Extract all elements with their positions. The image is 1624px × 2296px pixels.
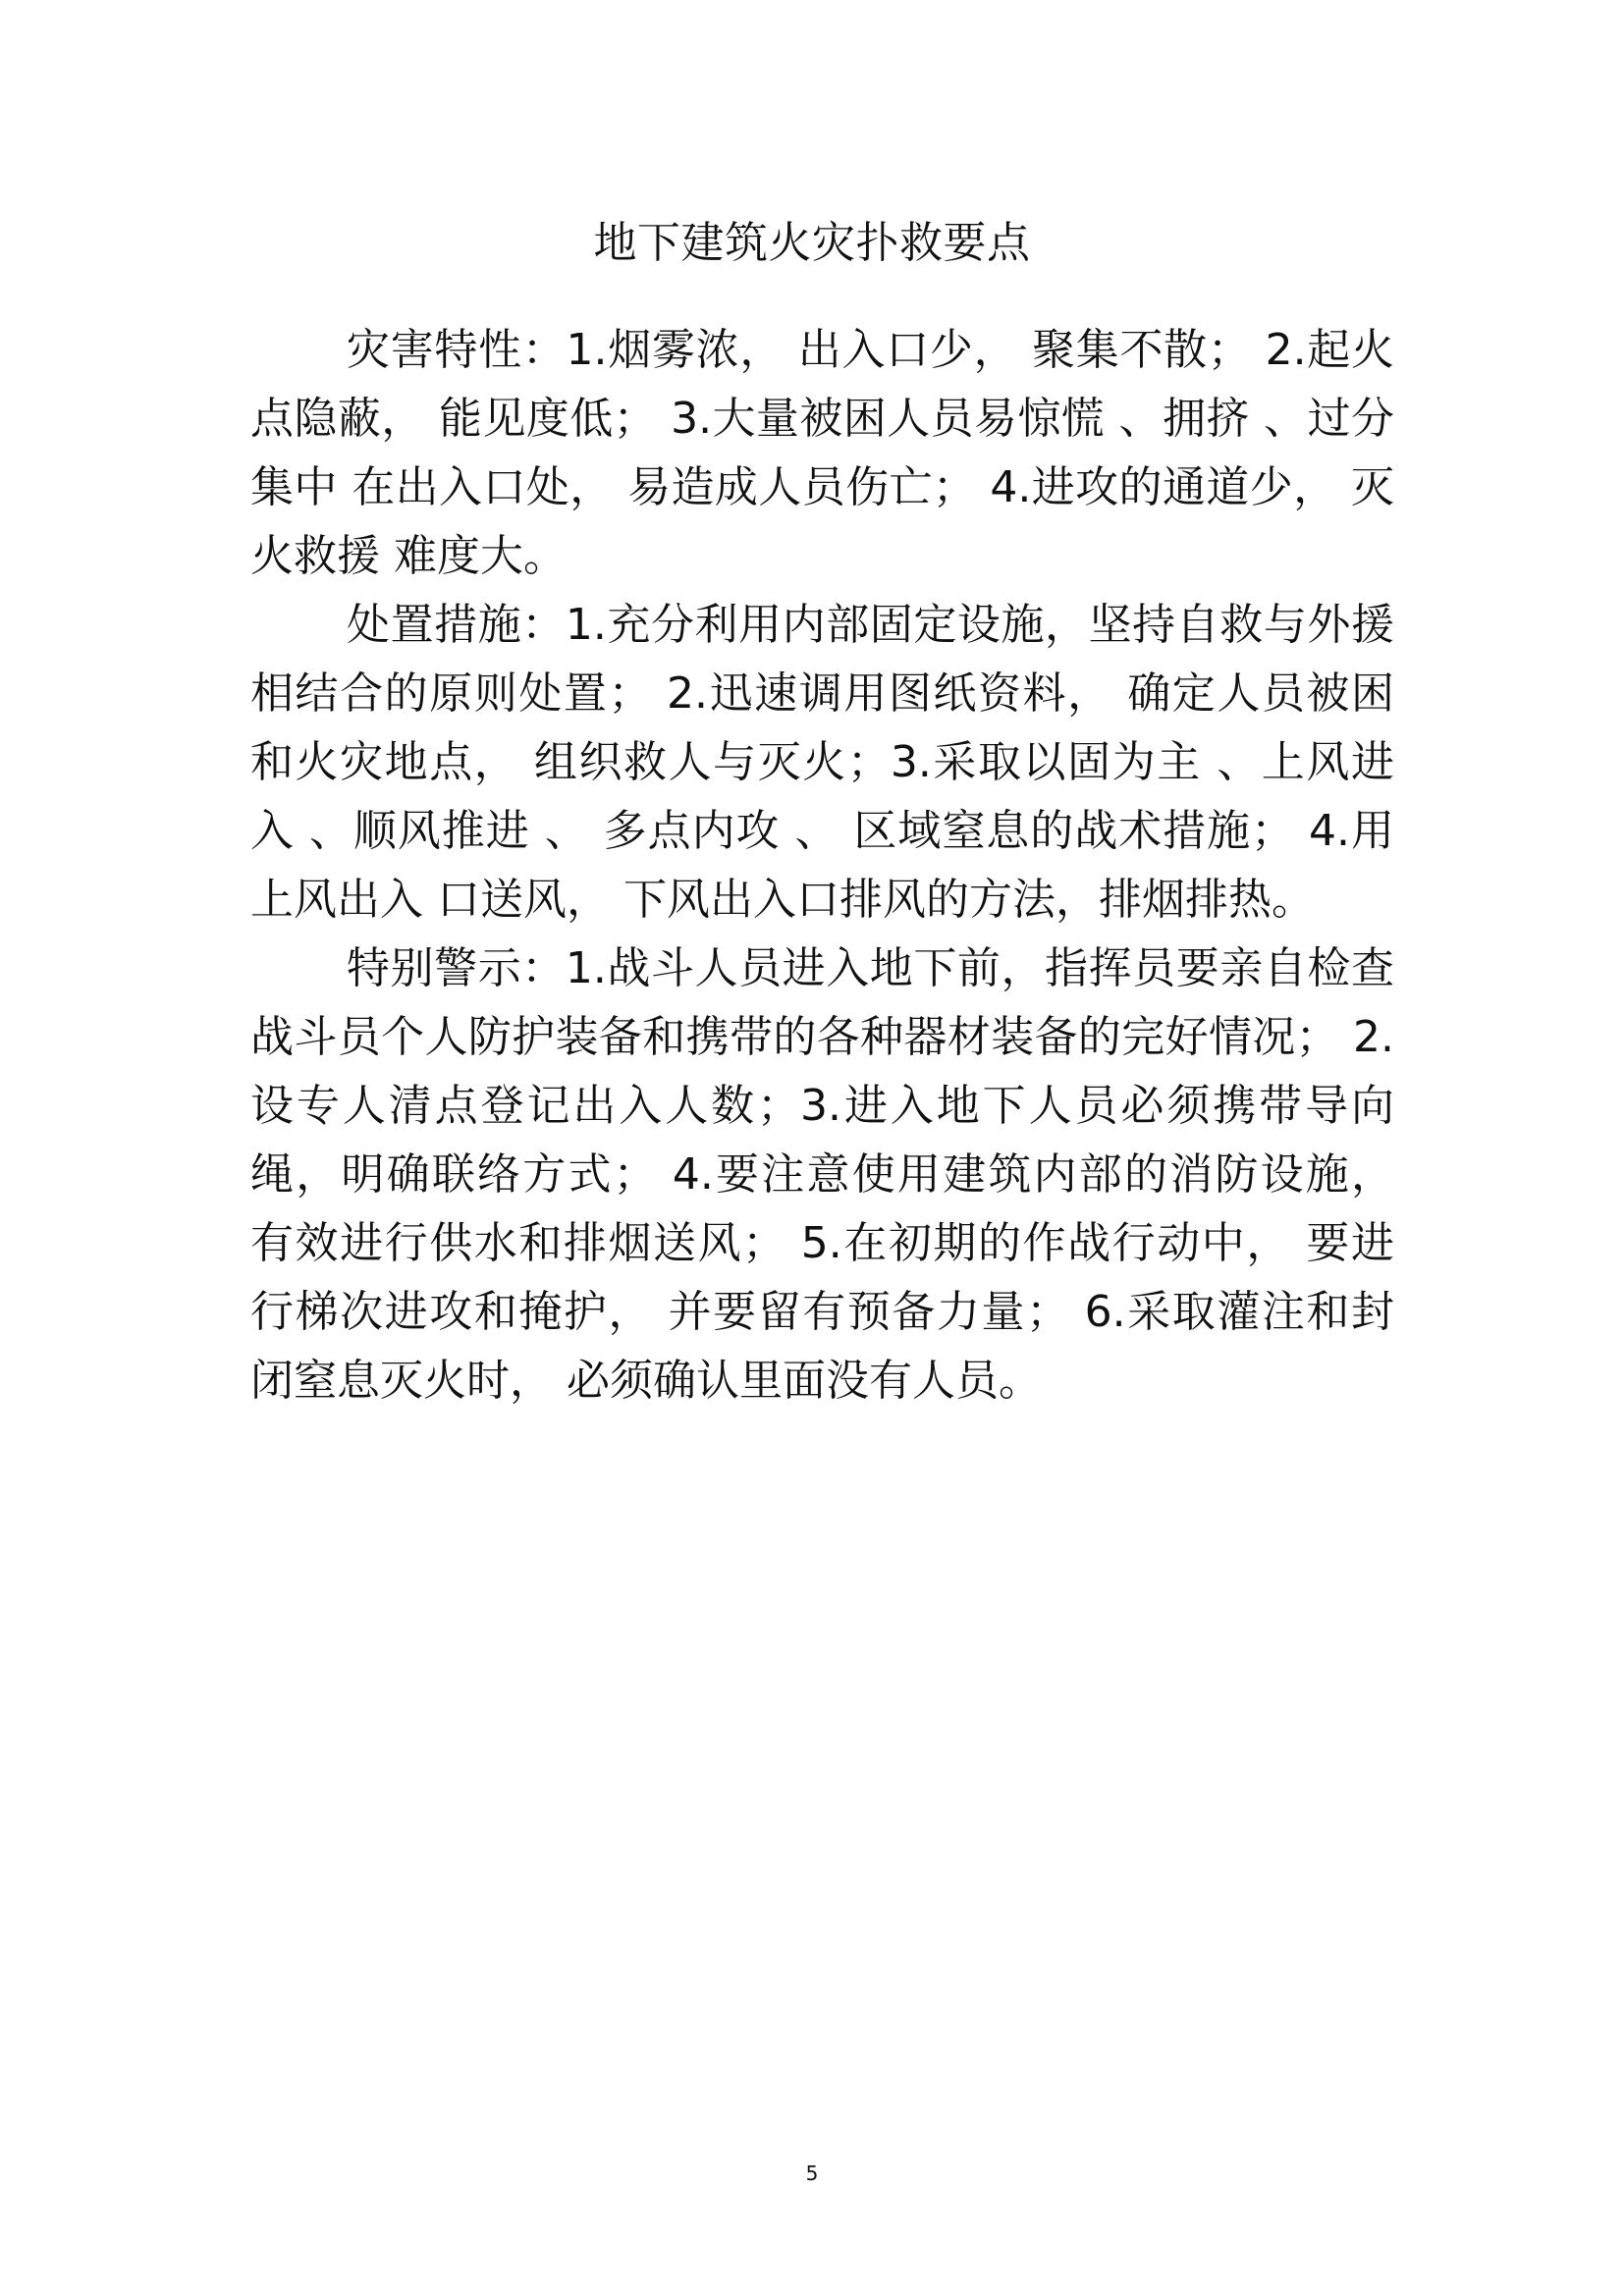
document-title: 地下建筑火灾扑救要点 [593,218,1031,268]
paragraph-special-warning: 特别警示：1.战斗人员进入地下前，指挥员要亲自检查战斗员个人防护装备和携带的各种器材装备的完好情况； 2.设专人清点登记出入人数；3.进入地下人员必须携带导向绳，明确联络方式； 4.要注意使用建筑内部的消防设施， 有效进行供水和排烟送风； 5.在初期的作战行动中， 要进行梯次进攻和掩护， 并要留有预备力量； 6.采取灌注和封闭窒息灭火时， 必须确认里面没有人员。 [250,943,1394,1406]
paragraph-hazard-characteristics: 灾害特性：1.烟雾浓， 出入口少， 聚集不散； 2.起火点隐蔽， 能见度低； 3.大量被困人员易惊慌 、拥挤 、过分集中 在出入口处， 易造成人员伤亡； 4.进攻的通道少， 灭火救援 难度大。 [250,325,1394,581]
document-body [250,316,1394,1415]
page-number: 5 [805,2162,819,2185]
paragraph-response-measures: 处置措施：1.充分利用内部固定设施，坚持自救与外援相结合的原则处置； 2.迅速调用图纸资料， 确定人员被困和火灾地点， 组织救人与灭火；3.采取以固为主 、上风进入 、顺风推进 、 多点内攻 、 区域窒息的战术措施； 4.用上风出入 口送风， 下风出入口排风的方法，排烟排热。 [250,600,1394,925]
